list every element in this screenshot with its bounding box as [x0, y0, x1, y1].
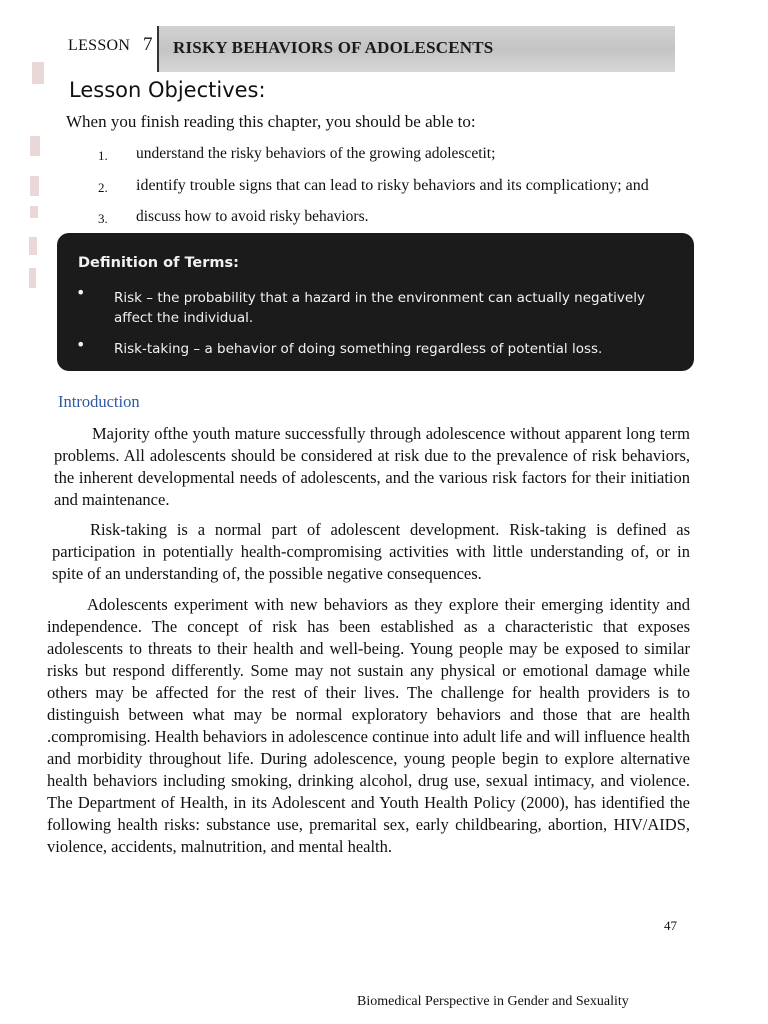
objective-number: 3. [98, 211, 108, 226]
definitions-box [57, 233, 694, 371]
lesson-title: RISKY BEHAVIORS OF ADOLESCENTS [173, 38, 494, 57]
paragraph: Risk-taking is a normal part of adolescent development. Risk-taking is defined as participation in potentially health-compromising activities with little understanding of, or in spite of an understanding of, the possible negative consequences. [52, 520, 690, 583]
objectives-intro: When you finish reading this chapter, you should be able to: [66, 112, 476, 131]
bullet-icon: • [76, 335, 86, 354]
objective-item: identify trouble signs that can lead to risky behaviors and its complicationy; and [136, 177, 649, 194]
lesson-label: LESSON [68, 37, 131, 54]
scan-artifact [30, 136, 40, 156]
definition-item: Risk-taking – a behavior of doing something regardless of potential loss. [114, 341, 603, 357]
scan-artifact [32, 62, 44, 84]
lesson-title-banner [157, 26, 675, 72]
introduction-heading: Introduction [58, 392, 140, 411]
bullet-icon: • [76, 283, 86, 302]
lesson-number: 7 [143, 34, 153, 55]
footer-book-title: Biomedical Perspective in Gender and Sexuality [357, 994, 629, 1009]
scan-artifact [30, 206, 38, 218]
page-number: 47 [664, 918, 677, 933]
objective-item: understand the risky behaviors of the growing adolescetit; [136, 145, 496, 162]
definitions-title: Definition of Terms: [78, 255, 239, 271]
objective-number: 2. [98, 180, 108, 195]
objective-number: 1. [98, 148, 108, 163]
scan-artifact [30, 176, 39, 196]
scan-artifact [29, 268, 36, 288]
objectives-heading: Lesson Objectives: [69, 78, 266, 102]
objective-item: discuss how to avoid risky behaviors. [136, 208, 369, 225]
paragraph: Adolescents experiment with new behaviors as they explore their emerging identity and independence. The concept of risk has been established as a characteristic that exposes adolescents to threats to their health and well-being. Young people may be exposed to similar risks but respond differently. Some may not sustain any physical or emotional damage while others may be affected for the rest of their lives. The challenge for health providers is to distinguish between what may be normal exploratory behaviors and those that are health .compromising. Health behaviors in adolescence continue into adult life and will influence health and morbidity throughout life. During adolescence, young people begin to explore alternative health behaviors including smoking, drinking alcohol, drug use, sexual intimacy, and violence. The Department of Health, in its Adolescent and Youth Health Policy (2000), has identified the following health risks: substance use, premarital sex, early childbearing, abortion, HIV/AIDS, violence, accidents, malnutrition, and mental health. [47, 595, 690, 856]
definition-item: Risk – the probability that a hazard in the environment can actually negatively affect the individual. [114, 290, 645, 326]
paragraph: Majority ofthe youth mature successfully through adolescence without apparent long term problems. All adolescents should be considered at risk due to the prevalence of risk behaviors, the inherent developmental needs of adolescents, and the various risk factors for their initiation and maintenance. [54, 424, 690, 509]
scan-artifact [29, 237, 37, 255]
